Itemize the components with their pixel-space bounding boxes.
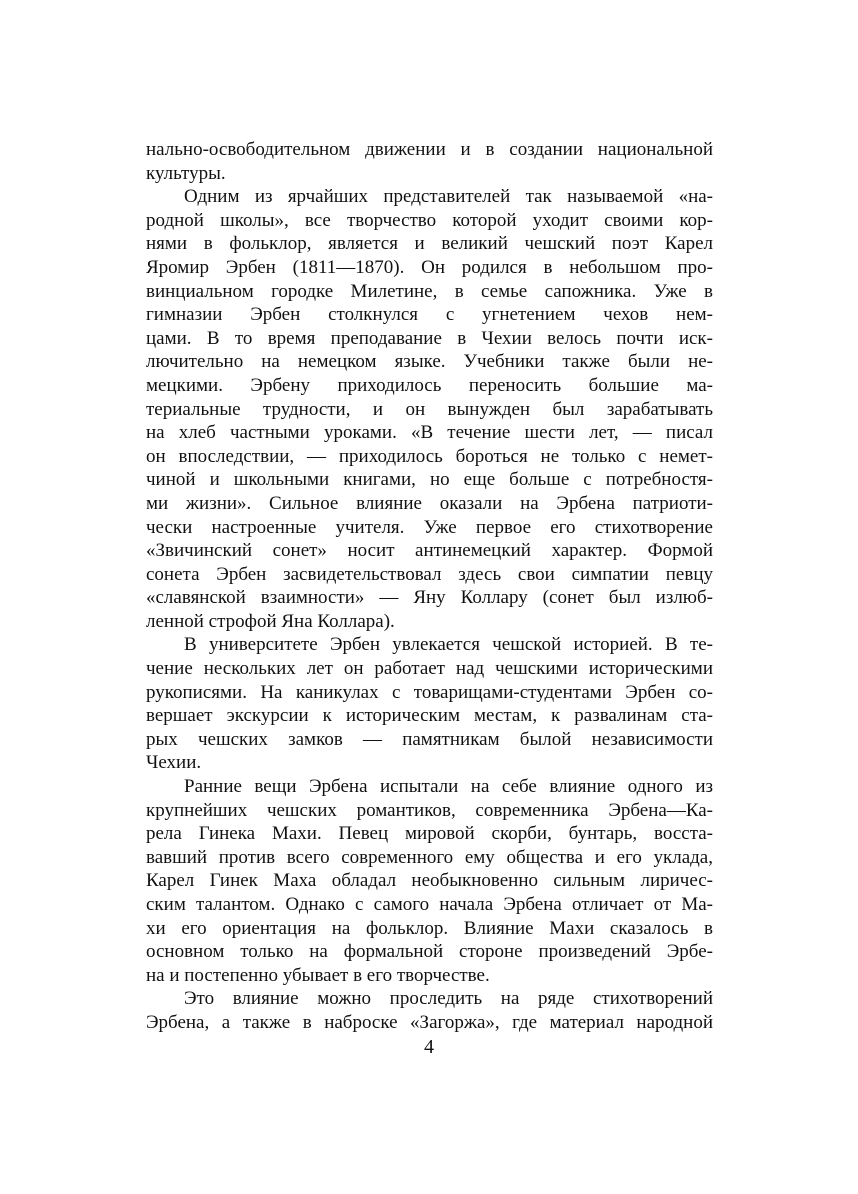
text-line: Яромир Эрбен (1811—1870). Он родился в небольшом про- (146, 256, 713, 278)
text-line: Карел Гинек Маха обладал необыкновенно сильным лиричес- (146, 870, 713, 892)
text-line: Одним из ярчайших представителей так называемой «на- (184, 186, 713, 208)
text-line: хи его ориентация на фольклор. Влияние Махи сказалось в (146, 917, 713, 939)
text-line: рела Гинека Махи. Певец мировой скорби, бунтарь, восста- (146, 823, 713, 845)
text-line: вершает экскурсии к историческим местам, к развалинам ста- (146, 705, 713, 727)
text-line: гимназии Эрбен столкнулся с угнетением чехов нем- (146, 304, 713, 326)
text-line: мецкими. Эрбену приходилось переносить большие ма- (146, 374, 713, 396)
text-line: нально-освободительном движении и в создании национальной (146, 139, 713, 160)
text-line: основном только на формальной стороне произведений Эрбе- (146, 941, 713, 963)
text-line: рукописями. На каникулах с товарищами-студентами Эрбен со- (146, 681, 713, 703)
text-line: он впоследствии, — приходилось бороться не только с немет- (146, 445, 713, 467)
text-line: на и постепенно убывает в его творчестве. (146, 964, 490, 986)
text-line: Ранние вещи Эрбена испытали на себе влияние одного из (184, 776, 713, 798)
text-line: В университете Эрбен увлекается чешской историей. В те- (184, 634, 713, 656)
text-line: родной школы», все творчество которой уходит своими кор- (146, 209, 713, 231)
text-line: нями в фольклор, является и великий чешский поэт Карел (146, 233, 713, 255)
text-line: винциальном городке Милетине, в семье сапожника. Уже в (146, 280, 713, 302)
text-line: сонета Эрбен засвидетельствовал здесь свои симпатии певцу (146, 563, 713, 585)
text-line: ским талантом. Однако с самого начала Эрбена отличает от Ма- (146, 894, 713, 915)
text-line: Эрбена, а также в наброске «Загоржа», где материал народной (146, 1011, 713, 1033)
text-line: чиной и школьными книгами, но еще больше с потребностя- (146, 469, 713, 491)
text-line: териальные трудности, и он вынужден был зарабатывать (146, 398, 713, 420)
body-text (146, 138, 713, 1035)
text-line: рых чешских замков — памятникам былой независимости (146, 728, 713, 750)
text-line: Чехии. (146, 752, 202, 774)
text-line: ми жизни». Сильное влияние оказали на Эрбена патриоти- (146, 492, 713, 514)
text-line: чески настроенные учителя. Уже первое его стихотворение (146, 516, 713, 538)
text-line: лючительно на немецком языке. Учебники также были не- (146, 351, 713, 373)
text-line: ленной строфой Яна Коллара). (146, 610, 395, 632)
text-line: цами. В то время преподавание в Чехии велось почти иск- (146, 327, 713, 349)
page-number: 4 (424, 1036, 434, 1058)
text-line: Это влияние можно проследить на ряде стихотворений (184, 988, 713, 1010)
text-line: «славянской взаимности» — Яну Коллару (сонет был излюб- (146, 587, 713, 609)
text-line: чение нескольких лет он работает над чешскими историческими (146, 658, 713, 680)
text-line: крупнейших чешских романтиков, современника Эрбена—Ка- (146, 799, 713, 821)
text-line: на хлеб частными уроками. «В течение шести лет, — писал (146, 422, 713, 444)
text-line: «Звичинский сонет» носит антинемецкий характер. Формой (146, 540, 713, 562)
text-line: вавший против всего современного ему общества и его уклада, (146, 846, 713, 868)
text-line: культуры. (146, 162, 226, 184)
